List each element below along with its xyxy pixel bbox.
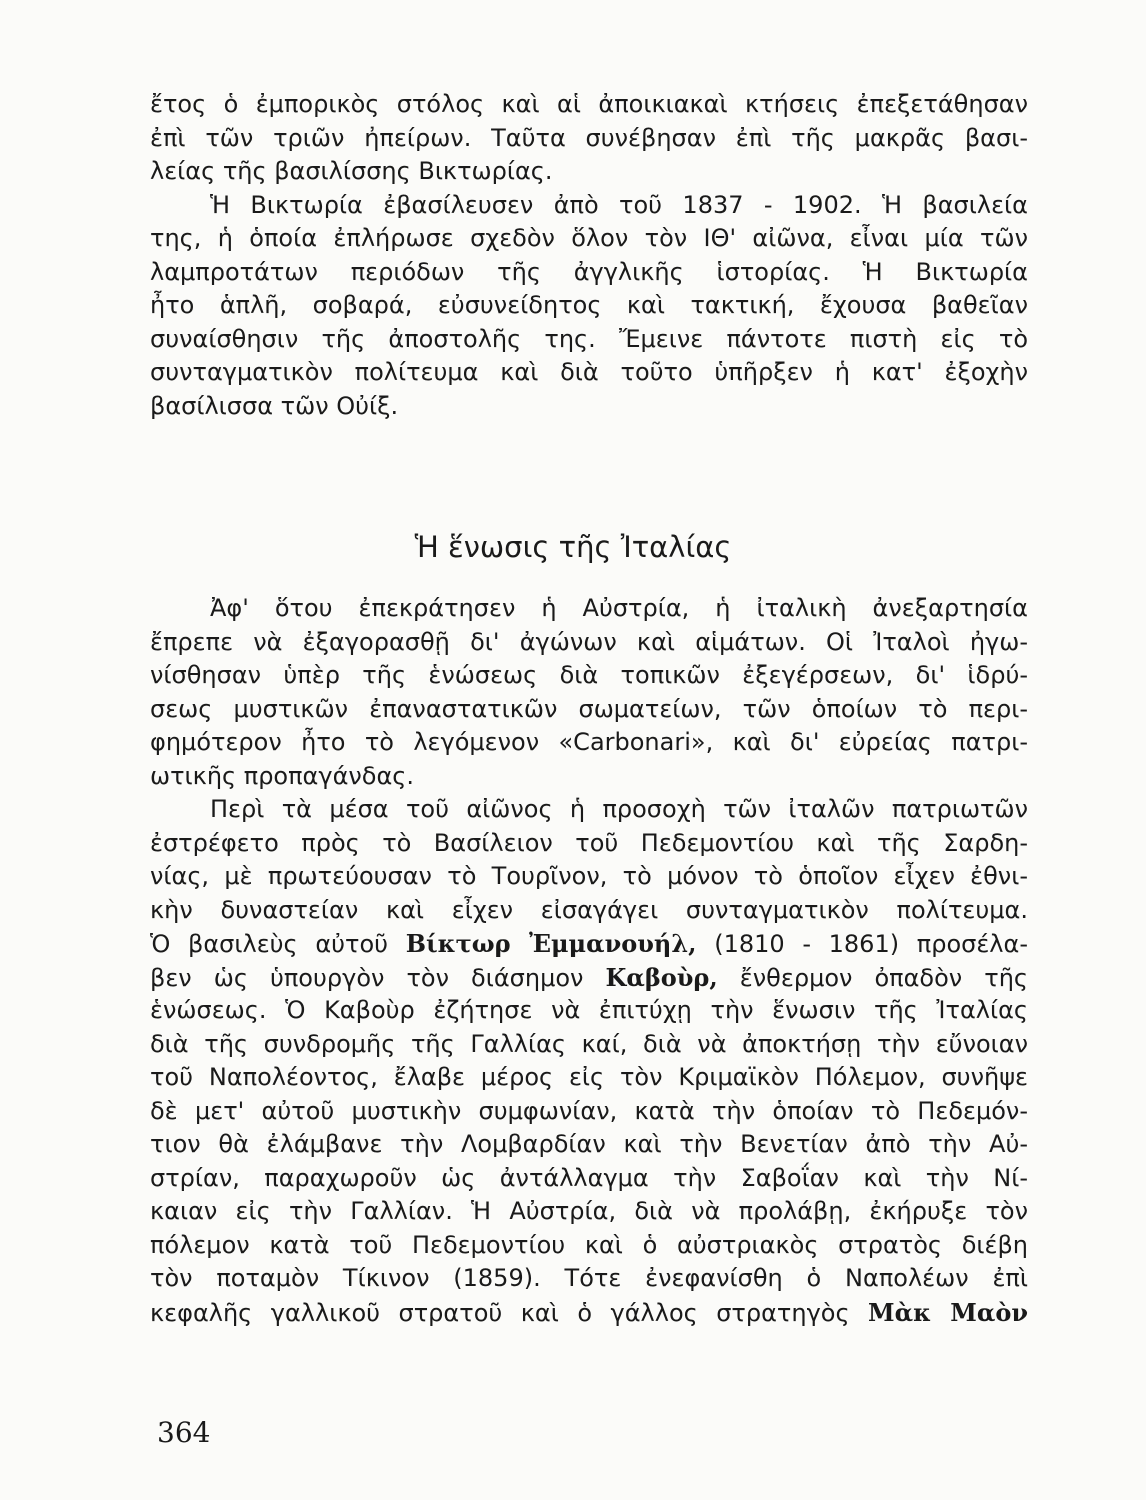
- text-segment: (1810 - 1861) προσέλα-: [696, 930, 1028, 958]
- text-line: [150, 726, 1028, 760]
- text-segment: τιον θὰ ἐλάμβανε τὴν Λομβαρδίαν καὶ τὴν Βενετίαν ἀπὸ τὴν Αὐ-: [150, 1130, 1028, 1158]
- text-segment: τὸν ποταμὸν Τίκινον (1859). Τότε ἐνεφανίσθη ὁ Ναπολέων ἐπὶ: [150, 1264, 1028, 1292]
- bold-name: Μὰκ Μαὸν: [868, 1297, 1028, 1327]
- text-segment: βεν ὡς ὑπουργὸν τὸν διάσημον: [150, 963, 606, 992]
- text-line: [150, 1229, 1028, 1263]
- paragraph-block-victoria: [150, 88, 1028, 423]
- text-line: της, ἡ ὁποία ἐπλήρωσε σχεδὸν ὅλον τὸν ΙΘ' αἰῶνα, εἶναι μία τῶν: [150, 224, 1028, 252]
- text-segment: δὲ μετ' αὐτοῦ μυστικὴν συμφωνίαν, κατὰ τὴν ὁποίαν τὸ Πεδεμόν-: [150, 1096, 1028, 1125]
- text-segment: ἔνθερμον ὀπαδὸν τῆς: [717, 963, 1028, 992]
- text-line: [150, 994, 1028, 1028]
- text-line: [150, 693, 1028, 727]
- text-segment: ἐστρέφετο πρὸς τὸ Βασίλειον τοῦ Πεδεμοντίου καὶ τῆς Σαρδη-: [150, 828, 1028, 857]
- text-segment: Ὁ βασιλεὺς αὐτοῦ: [150, 930, 406, 958]
- text-segment: Περὶ τὰ μέσα τοῦ αἰῶνος ἡ προσοχὴ τῶν ἰταλῶν πατριωτῶν: [210, 795, 1028, 823]
- text-segment: φημότερον ἦτο τὸ λεγόμενον «Carbonari», καὶ δι' εὐρείας πατρι-: [150, 728, 1028, 756]
- text-segment: καιαν εἰς τὴν Γαλλίαν. Ἡ Αὐστρία, διὰ νὰ προλάβῃ, ἐκήρυξε τὸν: [150, 1197, 1028, 1225]
- text-line: ἦτο ἁπλῆ, σοβαρά, εὐσυνείδητος καὶ τακτική, ἔχουσα βαθεῖαν: [150, 291, 1028, 319]
- text-line: [150, 1061, 1028, 1095]
- text-line: [150, 659, 1028, 693]
- text-line: [150, 860, 1028, 894]
- text-segment: πόλεμον κατὰ τοῦ Πεδεμοντίου καὶ ὁ αὐστριακὸς στρατὸς διέβη: [150, 1230, 1028, 1259]
- text-segment: ωτικῆς προπαγάνδας.: [150, 761, 415, 790]
- text-line: [150, 1162, 1028, 1196]
- text-segment: διὰ τῆς συνδρομῆς τῆς Γαλλίας καί, διὰ νὰ ἀποκτήσῃ τὴν εὔνοιαν: [150, 1029, 1028, 1058]
- text-line: [150, 894, 1028, 928]
- text-line: λείας τῆς βασιλίσσης Βικτωρίας.: [150, 157, 553, 185]
- text-segment: κὴν δυναστείαν καὶ εἶχεν εἰσαγάγει συνταγματικὸν πολίτευμα.: [150, 895, 1028, 924]
- text-segment: κεφαλῆς γαλλικοῦ στρατοῦ καὶ ὁ γάλλος στρατηγὸς: [150, 1298, 869, 1327]
- text-line: [150, 793, 1028, 827]
- text-line: [150, 927, 1028, 961]
- text-line: [150, 1028, 1028, 1062]
- text-segment: ἑνώσεως. Ὁ Καβοὺρ ἐζήτησε νὰ ἐπιτύχῃ τὴν ἕνωσιν τῆς Ἰταλίας: [150, 996, 1028, 1024]
- text-line: βασίλισσα τῶν Οὐίξ.: [150, 391, 399, 420]
- text-line: [150, 1262, 1028, 1296]
- text-segment: σεως μυστικῶν ἐπαναστατικῶν σωματείων, τῶν ὁποίων τὸ περι-: [150, 694, 1028, 723]
- section-heading: Ἡ ἕνωσις τῆς Ἰταλίας: [414, 530, 732, 564]
- text-line: [150, 1095, 1028, 1129]
- page-number: 364: [157, 1416, 211, 1449]
- text-segment: Ἀφ' ὅτου ἐπεκράτησεν ἡ Αὐστρία, ἡ ἰταλικὴ ἀνεξαρτησία: [210, 594, 1028, 622]
- text-segment: ἔπρεπε νὰ ἐξαγορασθῇ δι' ἀγώνων καὶ αἱμάτων. Οἱ Ἰταλοὶ ἠγω-: [150, 627, 1028, 656]
- bold-name: Βίκτωρ Ἐμμανουήλ,: [405, 929, 697, 958]
- text-segment: τοῦ Ναπολέοντος, ἔλαβε μέρος εἰς τὸν Κριμαϊκὸν Πόλεμον, συνῆψε: [150, 1063, 1028, 1091]
- text-line: [150, 760, 1028, 794]
- text-line: [150, 626, 1028, 660]
- bold-name: Καβοὺρ,: [605, 962, 718, 992]
- text-segment: νίσθησαν ὑπὲρ τῆς ἑνώσεως διὰ τοπικῶν ἐξεγέρσεων, δι' ἱδρύ-: [150, 661, 1028, 689]
- text-line: [150, 1195, 1028, 1229]
- text-segment: νίας, μὲ πρωτεύουσαν τὸ Τουρῖνον, τὸ μόνον τὸ ὁποῖον εἶχεν ἐθνι-: [150, 862, 1028, 890]
- text-line: Ἡ Βικτωρία ἐβασίλευσεν ἀπὸ τοῦ 1837 - 1902. Ἡ βασιλεία: [210, 190, 1028, 219]
- text-line: λαμπροτάτων περιόδων τῆς ἀγγλικῆς ἱστορίας. Ἡ Βικτωρία: [150, 257, 1028, 286]
- paragraph-block-italy: [150, 592, 1028, 1329]
- text-line: συνταγματικὸν πολίτευμα καὶ διὰ τοῦτο ὑπῆρξεν ἡ κατ' ἐξοχὴν: [150, 358, 1028, 386]
- text-line: [150, 961, 1028, 995]
- text-line: ἔτος ὁ ἐμπορικὸς στόλος καὶ αἱ ἀποικιακαὶ κτήσεις ἐπεξετάθησαν: [150, 90, 1028, 118]
- text-line: [150, 827, 1028, 861]
- text-segment: στρίαν, παραχωροῦν ὡς ἀντάλλαγμα τὴν Σαβοΐαν καὶ τὴν Νί-: [150, 1163, 1028, 1192]
- text-line: [150, 1296, 1028, 1330]
- text-line: [150, 592, 1028, 626]
- text-line: [150, 1128, 1028, 1162]
- text-line: συναίσθησιν τῆς ἀποστολῆς της. Ἔμεινε πάντοτε πιστὴ εἰς τὸ: [150, 324, 1028, 353]
- text-line: ἐπὶ τῶν τριῶν ἠπείρων. Ταῦτα συνέβησαν ἐπὶ τῆς μακρᾶς βασι-: [150, 123, 1028, 152]
